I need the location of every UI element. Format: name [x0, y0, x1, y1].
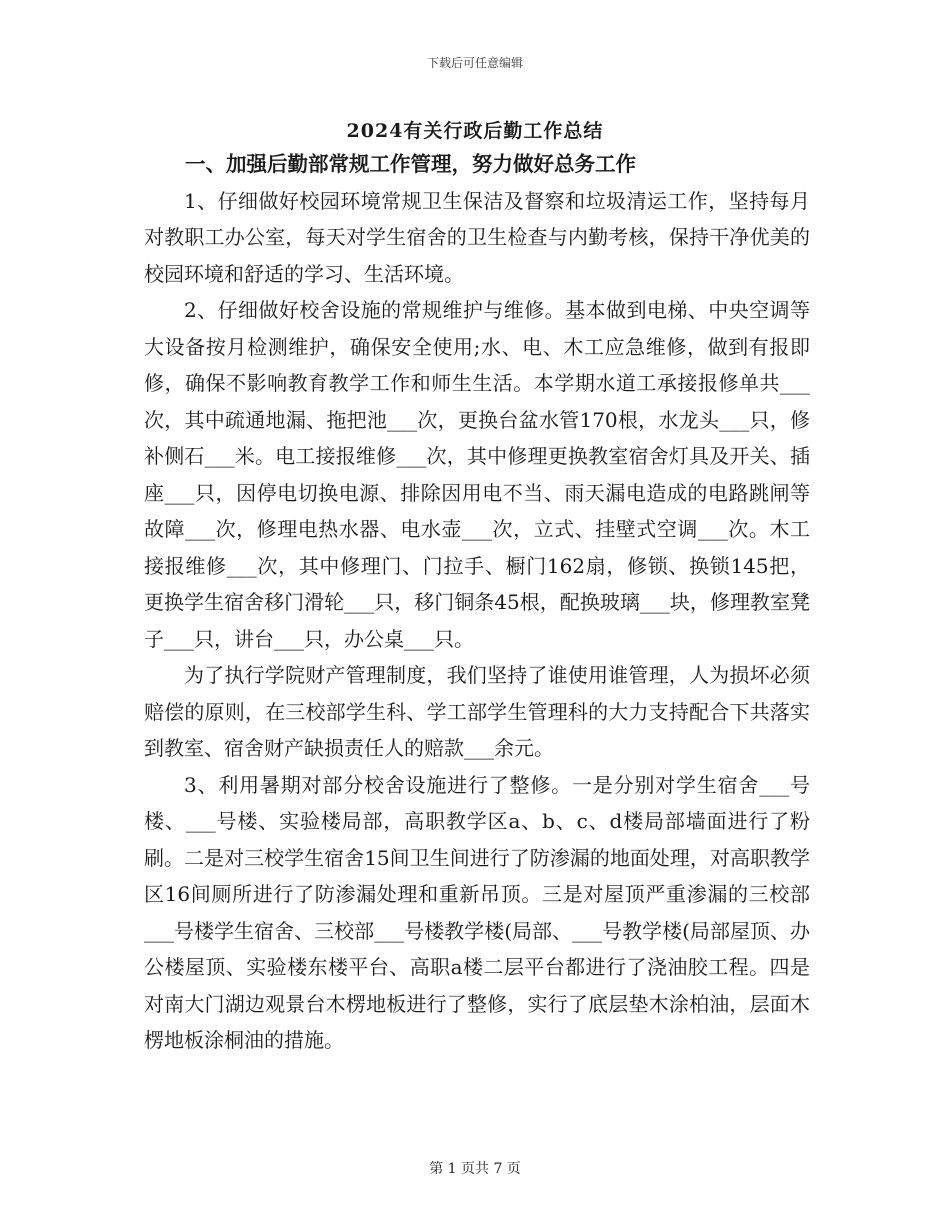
page-number: 第 1 页共 7 页 [429, 1161, 521, 1177]
section-heading: 一、加强后勤部常规工作管理，努力做好总务工作 [185, 152, 636, 176]
paragraph-2: 2、仔细做好校舍设施的常规维护与维修。基本做到电梯、中央空调等大设备按月检测维护，确保安全使用;水、电、木工应急维修，做到有报即修，确保不影响教育教学工作和师生生活。本学期水道工承接报修单共___次，其中疏通地漏、拖把池___次，更换台盆水管170根，水龙头___只，修补侧石___米。电工接报维修___次，其中修理更换教室宿舍灯具及开关、插座___只，因停电切换电源、排除因用电不当、雨天漏电造成的电路跳闸等故障___次，修理电热水器、电水壶___次，立式、挂壁式空调___次。木工接报维修___次，其中修理门、门拉手、橱门162扇，修锁、换锁145把，更换学生宿舍移门滑轮___只，移门铜条45根，配换玻璃___块，修理教室凳子___只，讲台___只，办公桌___只。 [144, 298, 810, 651]
paragraph-4: 3、利用暑期对部分校舍设施进行了整修。一是分别对学生宿舍___号楼、___号楼、实验楼局部，高职教学区a、b、c、d楼局部墙面进行了粉刷。二是对三校学生宿舍15间卫生间进行了防渗漏的地面处理，对高职教学区16间厕所进行了防渗漏处理和重新吊顶。三是对屋顶严重渗漏的三校部___号楼学生宿舍、三校部___号楼教学楼(局部、___号教学楼(局部屋顶、办公楼屋顶、实验楼东楼平台、高职a楼二层平台都进行了浇油胶工程。四是对南大门湖边观景台木楞地板进行了整修，实行了底层垫木涂柏油，层面木楞地板涂桐油的措施。 [144, 772, 810, 1052]
paragraph-1: 1、仔细做好校园环境常规卫生保洁及督察和垃圾清运工作，坚持每月对教职工办公室，每天对学生宿舍的卫生检查与内勤考核，保持干净优美的校园环境和舒适的学习、生活环境。 [144, 188, 810, 286]
document-body [144, 146, 810, 1059]
paragraph-3: 为了执行学院财产管理制度，我们坚持了谁使用谁管理，人为损坏必须赔偿的原则，在三校部学生科、学工部学生管理科的大力支持配合下共落实到教室、宿舍财产缺损责任人的赔款___余元。 [144, 663, 810, 760]
document-title: 2024有关行政后勤工作总结 [346, 120, 604, 142]
header-note: 下载后可任意编辑 [426, 56, 523, 70]
